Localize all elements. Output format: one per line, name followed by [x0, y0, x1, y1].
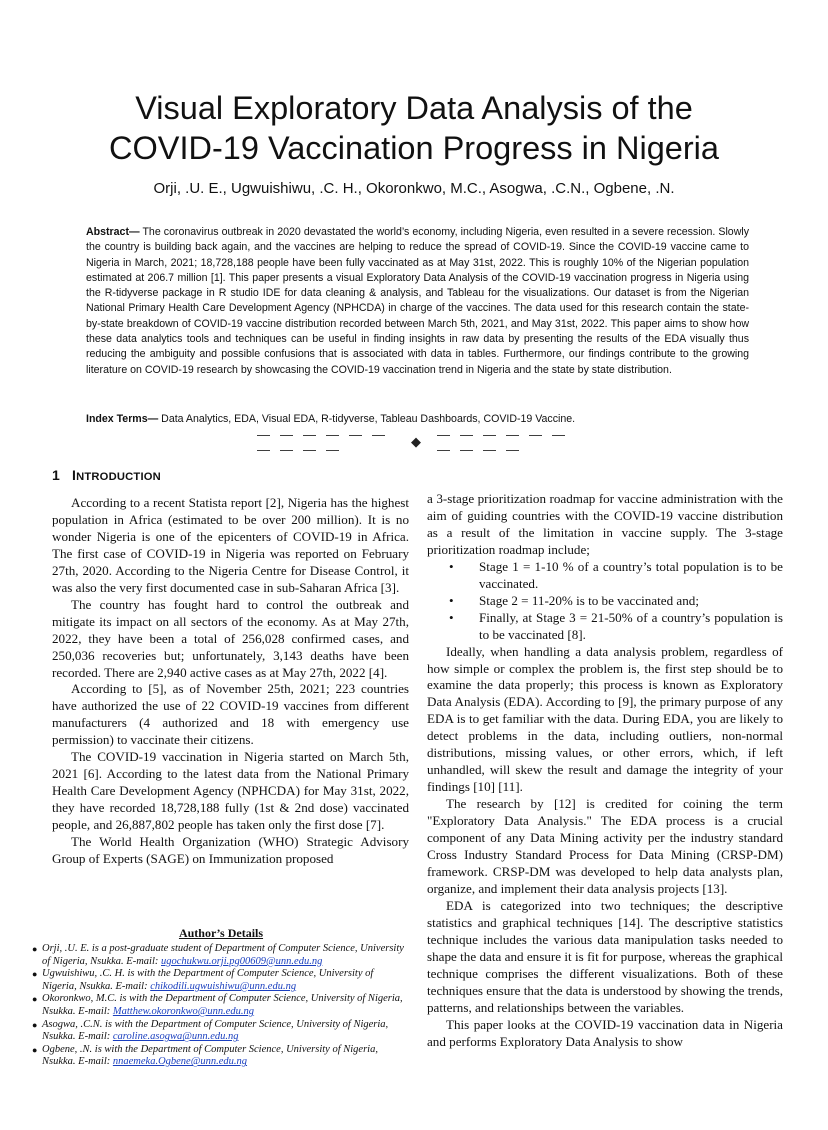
paragraph: According to a recent Statista report [2], Nigeria has the highest population in Africa (estimated to be over 200 million). It is no wonder Nigeria is one of the epicenters of COVID-19 in Africa. The first case of COVID-19 in Nigeria was reported on February 27th, 2020. According to the Nigeria Centre for Disease Control, it was also the very first documented case in sub-Saharan Africa [3]. — [52, 495, 409, 595]
abstract-label: Abstract— — [86, 226, 140, 238]
section-separator — [257, 427, 577, 457]
author-detail-text: Asogwa, .C.N. is with the Department of Computer Science, University of Nigeria, Nsukka. E-mail: — [42, 1018, 389, 1043]
author-detail-text: Ogbene, .N. is with the Department of Computer Science, University of Nigeria, Nsukka. E-mail: — [42, 1043, 378, 1068]
title-line-1: Visual Exploratory Data Analysis of the — [135, 90, 693, 126]
paper-title — [40, 88, 788, 168]
bullet-icon: ● — [32, 1044, 38, 1055]
index-terms — [86, 412, 749, 426]
authors-details-heading: Author’s Details — [178, 926, 264, 940]
author-list: Orji, .U. E., Ugwuishiwu, .C. H., Okoronkwo, M.C., Asogwa, .C.N., Ogbene, .N. — [153, 180, 675, 197]
author-detail-item — [32, 968, 410, 993]
email-link[interactable]: nnaemeka.Ogbene@unn.edu.ng — [112, 1056, 248, 1068]
abstract — [86, 225, 749, 378]
separator-dashes-right: — — — — — — — — — — — [437, 427, 569, 457]
left-column — [52, 465, 409, 868]
paragraph: a 3-stage prioritization roadmap for vaccine administration with the aim of guiding countries with the COVID-19 vaccine distribution as a result of the limitation in vaccine supply. The 3-stage prioritization roadmap include; — [427, 491, 783, 557]
list-item-text: Finally, at Stage 3 = 21-50% of a country’s population is to be vaccinated [8]. — [479, 609, 783, 642]
paragraph: This paper looks at the COVID-19 vaccination data in Nigeria and performs Exploratory Data Analysis to show — [427, 1016, 783, 1049]
section-heading — [52, 465, 409, 487]
paragraph: EDA is categorized into two techniques; the descriptive statistics and graphical techniques [14]. The descriptive statistics technique includes the various data manipulation tasks needed to shape the data and ensure it is fit for purpose, whereas the graphical technique comprises the different visualizations. Both of these techniques ensure that the data is understood by showing the trends, patterns, and relationships between the variables. — [427, 897, 783, 1015]
section-title-initial: I — [72, 467, 77, 483]
stage-list — [427, 559, 783, 644]
email-link[interactable]: caroline.asogwa@unn.edu.ng — [112, 1031, 239, 1043]
list-item — [427, 559, 783, 593]
list-item-text: Stage 1 = 1-10 % of a country’s total population is to be vaccinated. — [479, 558, 783, 591]
section-title-rest: NTRODUCTION — [76, 471, 161, 483]
author-detail-item — [32, 993, 410, 1018]
email-link[interactable]: ugochukwu.orji.pg00609@unn.edu.ng — [161, 955, 323, 967]
diamond-icon: ◆ — [411, 434, 423, 449]
authors-details-list — [32, 943, 410, 1069]
separator-dashes-left: — — — — — — — — — — — [257, 427, 389, 457]
bullet-icon: ● — [32, 944, 38, 954]
email-link[interactable]: chikodili.ugwuishiwu@unn.edu.ng — [150, 980, 297, 992]
authors-details — [32, 925, 410, 1069]
bullet-icon: • — [449, 609, 454, 625]
index-terms-label: Index Terms— — [86, 413, 159, 425]
index-terms-text: Data Analytics, EDA, Visual EDA, R-tidyverse, Tableau Dashboards, COVID-19 Vaccine. — [158, 413, 576, 425]
bullet-icon: ● — [32, 969, 38, 980]
list-item-text: Stage 2 = 11-20% is to be vaccinated and; — [479, 592, 699, 608]
author-detail-item — [32, 1044, 410, 1069]
bullet-icon: • — [449, 558, 454, 574]
author-detail-item — [32, 943, 410, 968]
bullet-icon: ● — [32, 994, 38, 1005]
author-detail-item — [32, 1019, 410, 1044]
paragraph: The country has fought hard to control the outbreak and mitigate its impact on all sectors of the economy. As at May 27th, 2022, they have been a total of 256,028 confirmed cases, and 250,036 recoveries but; unfortunately, 3,143 deaths have been recorded. There are 2,940 active cases as at May 27th, 2022 [4]. — [52, 596, 409, 680]
right-column — [427, 491, 783, 1050]
paragraph: The World Health Organization (WHO) Strategic Advisory Group of Experts (SAGE) on Immunization proposed — [52, 834, 409, 867]
author-detail-text: Ugwuishiwu, .C. H. is with the Department of Computer Science, University of Nigeria, Nsukka. E-mail: — [42, 968, 374, 992]
paragraph: Ideally, when handling a data analysis problem, regardless of how simple or complex the problem is, the first step should be to examine the data properly; this process is known as Exploratory Data Analysis (EDA). According to [9], the primary purpose of any EDA is to get familiar with the data. During EDA, you are likely to detect problems in the data, including outliers, non-normal distributions, missing values, or other errors, which, if left unhandled, will skew the result and damage the integrity of your findings [10] [11]. — [427, 643, 783, 795]
bullet-icon: • — [449, 592, 454, 608]
paragraph: The research by [12] is credited for coining the term "Exploratory Data Analysis." The EDA process is a crucial component of any Data Mining activity per the industry standard Cross Industry Standard Process for Data Mining (CRSP-DM) framework. CRSP-DM was developed to help data analysts plan, organize, and implement their data analysis projects [13]. — [427, 796, 783, 896]
author-detail-text: Orji, .U. E. is a post-graduate student of Department of Computer Science, University of Nigeria, Nsukka. E-mail: — [42, 943, 404, 967]
paragraph: According to [5], as of November 25th, 2021; 223 countries have authorized the use of 22 COVID-19 vaccines from different manufacturers (4 authorized and 18 with emergency use permission) to vaccinate their citizens. — [52, 681, 409, 748]
bullet-icon: ● — [32, 1019, 38, 1030]
author-detail-text: Okoronkwo, M.C. is with the Department of Computer Science, University of Nigeria, Nsukka. E-mail: — [42, 993, 403, 1017]
email-link[interactable]: Matthew.okoronkwo@unn.edu.ng — [112, 1005, 255, 1017]
paragraph: The COVID-19 vaccination in Nigeria started on March 5th, 2021 [6]. According to the latest data from the National Primary Health Care Development Agency (NPHCDA) for May 31st, 2022, they have recorded 18,728,188 fully (1st & 2nd dose) vaccinated people, and 26,887,802 people has taken only the first dose [7]. — [52, 749, 409, 833]
title-line-2: COVID-19 Vaccination Progress in Nigeria — [109, 130, 719, 166]
abstract-text: The coronavirus outbreak in 2020 devastated the world’s economy, including Nigeria, even resulted in a severe recession. Slowly the country is building back again, and the vaccines are helping to reduce the spread of COVID-19. Since the COVID-19 vaccine came to Nigeria in March, 2021; 18,728,188 people have been fully vaccinated as at May 31st, 2022. This is roughly 10% of the Nigerian population estimated at 206.7 million [1]. This paper presents a visual Exploratory Data Analysis of the COVID-19 vaccination progress in Nigeria using the R-tidyverse package in R studio IDE for data cleaning & analysis, and Tableau for the visualizations. Our dataset is from the Nigerian National Primary Health Care Development Agency (NPHCDA) in charge of the vaccines. The data used for this research contain the state-by-state breakdown of COVID-19 vaccine distribution recorded between March 5th, 2021, and May 31st, 2022. This paper aims to show how these data analytics tools and techniques can be useful in finding insights in raw data by presenting the results of the EDA visually thus reducing the ambiguity and possible confusions that is associated with data in tables. Furthermore, our findings contribute to the growing literature on COVID-19 research by showcasing the COVID-19 vaccination trend in Nigeria and the state by state distribution. — [86, 226, 749, 376]
list-item — [427, 593, 783, 610]
section-number: 1 — [52, 467, 60, 483]
list-item — [427, 610, 783, 644]
